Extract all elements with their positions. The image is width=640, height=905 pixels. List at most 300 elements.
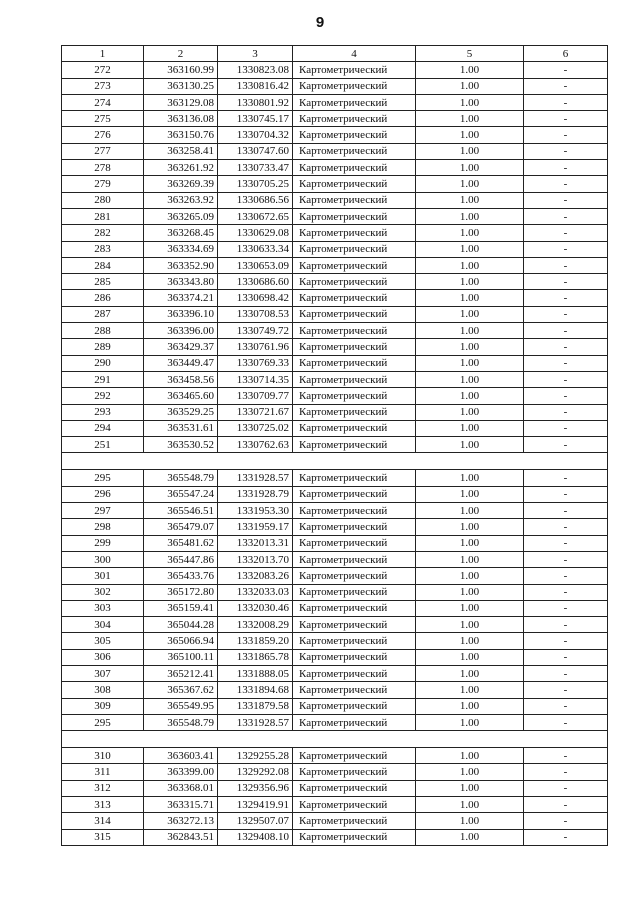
- coord-y-cell: 1331928.57: [218, 714, 293, 730]
- coord-y-cell: 1330705.25: [218, 176, 293, 192]
- column-header-4: 4: [293, 46, 416, 62]
- coord-x-cell: 365548.79: [144, 714, 218, 730]
- method-cell: Картометрический: [293, 306, 416, 322]
- point-number-cell: 295: [62, 714, 144, 730]
- note-cell: -: [524, 274, 608, 290]
- coord-y-cell: 1329292.08: [218, 764, 293, 780]
- coord-x-cell: 365481.62: [144, 535, 218, 551]
- note-cell: -: [524, 404, 608, 420]
- coord-y-cell: 1330708.53: [218, 306, 293, 322]
- section-separator-row: [62, 731, 608, 748]
- note-cell: -: [524, 665, 608, 681]
- method-cell: Картометрический: [293, 323, 416, 339]
- table-row: [62, 420, 608, 436]
- coord-x-cell: 365044.28: [144, 617, 218, 633]
- accuracy-cell: 1.00: [416, 404, 524, 420]
- coord-x-cell: 363265.09: [144, 208, 218, 224]
- note-cell: -: [524, 257, 608, 273]
- coord-y-cell: 1330725.02: [218, 420, 293, 436]
- coord-y-cell: 1330633.34: [218, 241, 293, 257]
- point-number-cell: 312: [62, 780, 144, 796]
- note-cell: -: [524, 143, 608, 159]
- coord-y-cell: 1330698.42: [218, 290, 293, 306]
- note-cell: -: [524, 600, 608, 616]
- method-cell: Картометрический: [293, 355, 416, 371]
- coord-y-cell: 1331879.58: [218, 698, 293, 714]
- coord-x-cell: 363129.08: [144, 94, 218, 110]
- point-number-cell: 296: [62, 486, 144, 502]
- coord-y-cell: 1330721.67: [218, 404, 293, 420]
- column-header-1: 1: [62, 46, 144, 62]
- coord-y-cell: 1329507.07: [218, 813, 293, 829]
- point-number-cell: 274: [62, 94, 144, 110]
- point-number-cell: 283: [62, 241, 144, 257]
- point-number-cell: 278: [62, 160, 144, 176]
- coord-y-cell: 1329255.28: [218, 748, 293, 764]
- method-cell: Картометрический: [293, 160, 416, 176]
- coord-y-cell: 1329419.91: [218, 797, 293, 813]
- accuracy-cell: 1.00: [416, 355, 524, 371]
- note-cell: -: [524, 437, 608, 453]
- accuracy-cell: 1.00: [416, 486, 524, 502]
- coord-x-cell: 363374.21: [144, 290, 218, 306]
- table-row: [62, 160, 608, 176]
- note-cell: -: [524, 617, 608, 633]
- accuracy-cell: 1.00: [416, 714, 524, 730]
- coord-y-cell: 1330653.09: [218, 257, 293, 273]
- note-cell: -: [524, 503, 608, 519]
- coord-x-cell: 363531.61: [144, 420, 218, 436]
- method-cell: Картометрический: [293, 714, 416, 730]
- note-cell: -: [524, 339, 608, 355]
- coordinates-table: [61, 45, 608, 846]
- point-number-cell: 298: [62, 519, 144, 535]
- method-cell: Картометрический: [293, 535, 416, 551]
- table-row: [62, 257, 608, 273]
- table-row: [62, 241, 608, 257]
- coord-y-cell: 1332013.70: [218, 551, 293, 567]
- accuracy-cell: 1.00: [416, 829, 524, 845]
- method-cell: Картометрический: [293, 78, 416, 94]
- coord-x-cell: 363530.52: [144, 437, 218, 453]
- table-row: [62, 486, 608, 502]
- coord-x-cell: 363396.10: [144, 306, 218, 322]
- method-cell: Картометрический: [293, 551, 416, 567]
- coord-y-cell: 1332083.26: [218, 568, 293, 584]
- accuracy-cell: 1.00: [416, 813, 524, 829]
- point-number-cell: 307: [62, 665, 144, 681]
- method-cell: Картометрический: [293, 225, 416, 241]
- note-cell: -: [524, 225, 608, 241]
- point-number-cell: 315: [62, 829, 144, 845]
- accuracy-cell: 1.00: [416, 764, 524, 780]
- note-cell: -: [524, 551, 608, 567]
- coord-y-cell: 1330704.32: [218, 127, 293, 143]
- table-row: [62, 78, 608, 94]
- table-row: [62, 127, 608, 143]
- method-cell: Картометрический: [293, 143, 416, 159]
- coord-x-cell: 363315.71: [144, 797, 218, 813]
- table-row: [62, 617, 608, 633]
- point-number-cell: 300: [62, 551, 144, 567]
- coord-x-cell: 365433.76: [144, 568, 218, 584]
- coord-x-cell: 363465.60: [144, 388, 218, 404]
- accuracy-cell: 1.00: [416, 257, 524, 273]
- point-number-cell: 297: [62, 503, 144, 519]
- accuracy-cell: 1.00: [416, 160, 524, 176]
- point-number-cell: 305: [62, 633, 144, 649]
- coord-x-cell: 365172.80: [144, 584, 218, 600]
- note-cell: -: [524, 682, 608, 698]
- method-cell: Картометрический: [293, 633, 416, 649]
- coord-y-cell: 1330686.60: [218, 274, 293, 290]
- coord-y-cell: 1329408.10: [218, 829, 293, 845]
- accuracy-cell: 1.00: [416, 143, 524, 159]
- note-cell: -: [524, 290, 608, 306]
- method-cell: Картометрический: [293, 813, 416, 829]
- point-number-cell: 308: [62, 682, 144, 698]
- note-cell: -: [524, 649, 608, 665]
- point-number-cell: 282: [62, 225, 144, 241]
- coord-y-cell: 1331865.78: [218, 649, 293, 665]
- note-cell: -: [524, 698, 608, 714]
- point-number-cell: 279: [62, 176, 144, 192]
- table-row: [62, 208, 608, 224]
- method-cell: Картометрический: [293, 503, 416, 519]
- coord-x-cell: 363343.80: [144, 274, 218, 290]
- note-cell: -: [524, 568, 608, 584]
- accuracy-cell: 1.00: [416, 535, 524, 551]
- coord-y-cell: 1330801.92: [218, 94, 293, 110]
- coord-x-cell: 363396.00: [144, 323, 218, 339]
- note-cell: -: [524, 241, 608, 257]
- coord-y-cell: 1332013.31: [218, 535, 293, 551]
- accuracy-cell: 1.00: [416, 649, 524, 665]
- coord-y-cell: 1330747.60: [218, 143, 293, 159]
- method-cell: Картометрический: [293, 829, 416, 845]
- table-row: [62, 470, 608, 486]
- point-number-cell: 311: [62, 764, 144, 780]
- table-row: [62, 797, 608, 813]
- point-number-cell: 304: [62, 617, 144, 633]
- table-row: [62, 584, 608, 600]
- coord-x-cell: 363352.90: [144, 257, 218, 273]
- accuracy-cell: 1.00: [416, 748, 524, 764]
- table-row: [62, 437, 608, 453]
- table-row: [62, 600, 608, 616]
- table-row: [62, 388, 608, 404]
- table-row: [62, 371, 608, 387]
- accuracy-cell: 1.00: [416, 797, 524, 813]
- coord-y-cell: 1330823.08: [218, 62, 293, 78]
- coord-y-cell: 1330761.96: [218, 339, 293, 355]
- method-cell: Картометрический: [293, 420, 416, 436]
- accuracy-cell: 1.00: [416, 551, 524, 567]
- accuracy-cell: 1.00: [416, 600, 524, 616]
- coord-x-cell: 363603.41: [144, 748, 218, 764]
- coord-y-cell: 1331888.05: [218, 665, 293, 681]
- method-cell: Картометрический: [293, 94, 416, 110]
- coord-y-cell: 1330709.77: [218, 388, 293, 404]
- table-row: [62, 813, 608, 829]
- separator-cell: [62, 453, 608, 470]
- point-number-cell: 276: [62, 127, 144, 143]
- accuracy-cell: 1.00: [416, 584, 524, 600]
- table-row: [62, 94, 608, 110]
- accuracy-cell: 1.00: [416, 617, 524, 633]
- coord-y-cell: 1330714.35: [218, 371, 293, 387]
- table-row: [62, 503, 608, 519]
- method-cell: Картометрический: [293, 127, 416, 143]
- method-cell: Картометрический: [293, 665, 416, 681]
- coord-x-cell: 365100.11: [144, 649, 218, 665]
- point-number-cell: 303: [62, 600, 144, 616]
- coord-x-cell: 365548.79: [144, 470, 218, 486]
- method-cell: Картометрический: [293, 371, 416, 387]
- coord-x-cell: 363263.92: [144, 192, 218, 208]
- coord-y-cell: 1330686.56: [218, 192, 293, 208]
- table-header: [62, 46, 608, 62]
- note-cell: -: [524, 797, 608, 813]
- coord-y-cell: 1330749.72: [218, 323, 293, 339]
- method-cell: Картометрический: [293, 388, 416, 404]
- table-row: [62, 404, 608, 420]
- table-row: [62, 274, 608, 290]
- coord-x-cell: 365212.41: [144, 665, 218, 681]
- point-number-cell: 309: [62, 698, 144, 714]
- coord-y-cell: 1331959.17: [218, 519, 293, 535]
- method-cell: Картометрический: [293, 600, 416, 616]
- accuracy-cell: 1.00: [416, 127, 524, 143]
- point-number-cell: 284: [62, 257, 144, 273]
- accuracy-cell: 1.00: [416, 111, 524, 127]
- point-number-cell: 272: [62, 62, 144, 78]
- coord-x-cell: 363429.37: [144, 339, 218, 355]
- method-cell: Картометрический: [293, 584, 416, 600]
- coord-y-cell: 1331928.57: [218, 470, 293, 486]
- point-number-cell: 314: [62, 813, 144, 829]
- coord-x-cell: 363268.45: [144, 225, 218, 241]
- note-cell: -: [524, 176, 608, 192]
- method-cell: Картометрический: [293, 111, 416, 127]
- table-row: [62, 649, 608, 665]
- accuracy-cell: 1.00: [416, 568, 524, 584]
- point-number-cell: 292: [62, 388, 144, 404]
- accuracy-cell: 1.00: [416, 339, 524, 355]
- method-cell: Картометрический: [293, 748, 416, 764]
- method-cell: Картометрический: [293, 682, 416, 698]
- coord-x-cell: 362843.51: [144, 829, 218, 845]
- point-number-cell: 286: [62, 290, 144, 306]
- point-number-cell: 291: [62, 371, 144, 387]
- table-row: [62, 143, 608, 159]
- coord-y-cell: 1332033.03: [218, 584, 293, 600]
- table-row: [62, 225, 608, 241]
- method-cell: Картометрический: [293, 486, 416, 502]
- table-row: [62, 698, 608, 714]
- section-separator-row: [62, 453, 608, 470]
- method-cell: Картометрический: [293, 241, 416, 257]
- column-header-2: 2: [144, 46, 218, 62]
- accuracy-cell: 1.00: [416, 208, 524, 224]
- coord-x-cell: 363150.76: [144, 127, 218, 143]
- coord-y-cell: 1330769.33: [218, 355, 293, 371]
- table-row: [62, 682, 608, 698]
- table-row: [62, 780, 608, 796]
- method-cell: Картометрический: [293, 404, 416, 420]
- method-cell: Картометрический: [293, 290, 416, 306]
- note-cell: -: [524, 208, 608, 224]
- table-row: [62, 176, 608, 192]
- note-cell: -: [524, 78, 608, 94]
- coord-x-cell: 363160.99: [144, 62, 218, 78]
- note-cell: -: [524, 829, 608, 845]
- coord-x-cell: 365547.24: [144, 486, 218, 502]
- method-cell: Картометрический: [293, 764, 416, 780]
- accuracy-cell: 1.00: [416, 420, 524, 436]
- note-cell: -: [524, 535, 608, 551]
- point-number-cell: 281: [62, 208, 144, 224]
- point-number-cell: 313: [62, 797, 144, 813]
- point-number-cell: 293: [62, 404, 144, 420]
- method-cell: Картометрический: [293, 192, 416, 208]
- coord-x-cell: 363261.92: [144, 160, 218, 176]
- coord-y-cell: 1330762.63: [218, 437, 293, 453]
- accuracy-cell: 1.00: [416, 698, 524, 714]
- note-cell: -: [524, 584, 608, 600]
- coord-x-cell: 363368.01: [144, 780, 218, 796]
- coord-x-cell: 363458.56: [144, 371, 218, 387]
- point-number-cell: 287: [62, 306, 144, 322]
- coord-x-cell: 363334.69: [144, 241, 218, 257]
- coord-x-cell: 363130.25: [144, 78, 218, 94]
- point-number-cell: 306: [62, 649, 144, 665]
- table-row: [62, 535, 608, 551]
- method-cell: Картометрический: [293, 437, 416, 453]
- column-header-5: 5: [416, 46, 524, 62]
- table-row: [62, 568, 608, 584]
- coord-x-cell: 365546.51: [144, 503, 218, 519]
- accuracy-cell: 1.00: [416, 633, 524, 649]
- note-cell: -: [524, 633, 608, 649]
- method-cell: Картометрический: [293, 274, 416, 290]
- coord-y-cell: 1331953.30: [218, 503, 293, 519]
- table-row: [62, 192, 608, 208]
- method-cell: Картометрический: [293, 698, 416, 714]
- coord-x-cell: 363269.39: [144, 176, 218, 192]
- column-header-6: 6: [524, 46, 608, 62]
- point-number-cell: 295: [62, 470, 144, 486]
- coord-x-cell: 363449.47: [144, 355, 218, 371]
- accuracy-cell: 1.00: [416, 274, 524, 290]
- accuracy-cell: 1.00: [416, 78, 524, 94]
- coord-y-cell: 1329356.96: [218, 780, 293, 796]
- accuracy-cell: 1.00: [416, 682, 524, 698]
- coord-y-cell: 1330629.08: [218, 225, 293, 241]
- method-cell: Картометрический: [293, 339, 416, 355]
- accuracy-cell: 1.00: [416, 62, 524, 78]
- accuracy-cell: 1.00: [416, 780, 524, 796]
- point-number-cell: 290: [62, 355, 144, 371]
- point-number-cell: 299: [62, 535, 144, 551]
- accuracy-cell: 1.00: [416, 306, 524, 322]
- coord-x-cell: 363258.41: [144, 143, 218, 159]
- method-cell: Картометрический: [293, 470, 416, 486]
- table-row: [62, 829, 608, 845]
- note-cell: -: [524, 486, 608, 502]
- coord-y-cell: 1330672.65: [218, 208, 293, 224]
- accuracy-cell: 1.00: [416, 519, 524, 535]
- coord-y-cell: 1330745.17: [218, 111, 293, 127]
- point-number-cell: 285: [62, 274, 144, 290]
- table-row: [62, 748, 608, 764]
- note-cell: -: [524, 160, 608, 176]
- note-cell: -: [524, 111, 608, 127]
- accuracy-cell: 1.00: [416, 241, 524, 257]
- coord-y-cell: 1332030.46: [218, 600, 293, 616]
- coord-x-cell: 363136.08: [144, 111, 218, 127]
- coord-y-cell: 1330733.47: [218, 160, 293, 176]
- table-row: [62, 62, 608, 78]
- coord-x-cell: 365479.07: [144, 519, 218, 535]
- method-cell: Картометрический: [293, 257, 416, 273]
- point-number-cell: 280: [62, 192, 144, 208]
- note-cell: -: [524, 813, 608, 829]
- note-cell: -: [524, 306, 608, 322]
- coord-x-cell: 363529.25: [144, 404, 218, 420]
- table-row: [62, 714, 608, 730]
- coord-x-cell: 363272.13: [144, 813, 218, 829]
- accuracy-cell: 1.00: [416, 470, 524, 486]
- method-cell: Картометрический: [293, 649, 416, 665]
- accuracy-cell: 1.00: [416, 192, 524, 208]
- coord-y-cell: 1332008.29: [218, 617, 293, 633]
- table-row: [62, 306, 608, 322]
- point-number-cell: 310: [62, 748, 144, 764]
- coord-x-cell: 365367.62: [144, 682, 218, 698]
- method-cell: Картометрический: [293, 62, 416, 78]
- coord-x-cell: 365549.95: [144, 698, 218, 714]
- note-cell: -: [524, 420, 608, 436]
- note-cell: -: [524, 192, 608, 208]
- coord-y-cell: 1331894.68: [218, 682, 293, 698]
- table-row: [62, 551, 608, 567]
- point-number-cell: 251: [62, 437, 144, 453]
- point-number-cell: 275: [62, 111, 144, 127]
- method-cell: Картометрический: [293, 780, 416, 796]
- note-cell: -: [524, 127, 608, 143]
- table-row: [62, 339, 608, 355]
- table-row: [62, 764, 608, 780]
- table-row: [62, 111, 608, 127]
- method-cell: Картометрический: [293, 208, 416, 224]
- coord-y-cell: 1331928.79: [218, 486, 293, 502]
- column-header-3: 3: [218, 46, 293, 62]
- coord-x-cell: 365159.41: [144, 600, 218, 616]
- note-cell: -: [524, 764, 608, 780]
- accuracy-cell: 1.00: [416, 503, 524, 519]
- method-cell: Картометрический: [293, 519, 416, 535]
- accuracy-cell: 1.00: [416, 94, 524, 110]
- note-cell: -: [524, 323, 608, 339]
- point-number-cell: 273: [62, 78, 144, 94]
- note-cell: -: [524, 94, 608, 110]
- note-cell: -: [524, 371, 608, 387]
- point-number-cell: 289: [62, 339, 144, 355]
- point-number-cell: 288: [62, 323, 144, 339]
- table-row: [62, 323, 608, 339]
- coord-y-cell: 1330816.42: [218, 78, 293, 94]
